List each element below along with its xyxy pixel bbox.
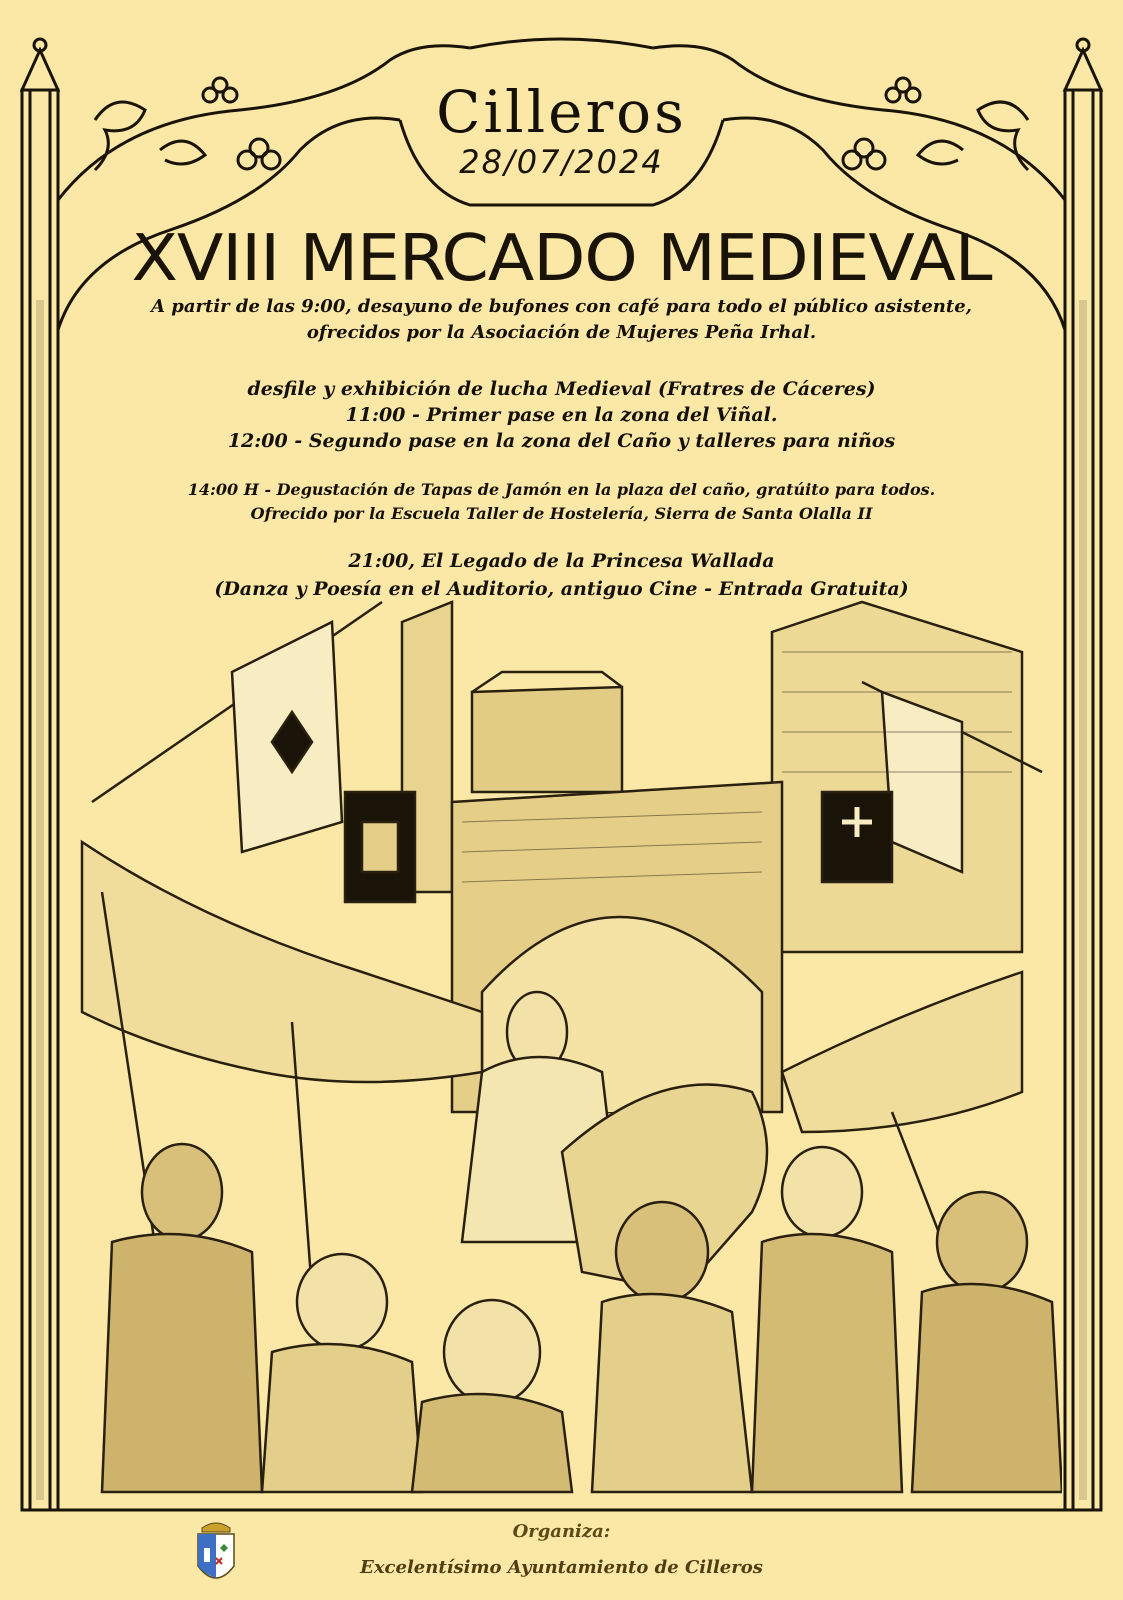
breakfast-line-1: A partir de las 9:00, desayuno de bufones con café para todo el público asistente, — [151, 296, 972, 317]
parade-line-3: 12:00 - Segundo pase en la zona del Caño y talleres para niños — [227, 430, 896, 452]
parade-line-1: desfile y exhibición de lucha Medieval (Fratres de Cáceres) — [247, 378, 876, 400]
organizer-label: Organiza: — [512, 1521, 611, 1542]
tapas-info — [80, 478, 1043, 526]
organizer-name: Excelentísimo Ayuntamiento de Cilleros — [360, 1557, 763, 1578]
show-line-2: (Danza y Poesía en el Auditorio, antiguo Cine - Entrada Gratuita) — [214, 578, 909, 600]
event-title: XVIII MERCADO MEDIEVAL — [131, 222, 992, 296]
tapas-line-1: 14:00 H - Degustación de Tapas de Jamón en la plaza del caño, gratúito para todos. — [187, 480, 936, 499]
parade-line-2: 11:00 - Primer pase en la zona del Viñal. — [345, 404, 778, 426]
tapas-line-2: Ofrecido por la Escuela Taller de Hostelería, Sierra de Santa Olalla II — [250, 504, 873, 523]
breakfast-info — [80, 294, 1043, 346]
show-line-1: 21:00, El Legado de la Princesa Wallada — [348, 550, 775, 572]
breakfast-line-2: ofrecidos por la Asociación de Mujeres Peña Irhal. — [306, 322, 817, 343]
medieval-market-scene-illustration — [62, 592, 1062, 1504]
event-date: 28/07/2024 — [459, 143, 664, 181]
parade-info — [80, 376, 1043, 454]
town-name: Cilleros — [436, 78, 687, 146]
